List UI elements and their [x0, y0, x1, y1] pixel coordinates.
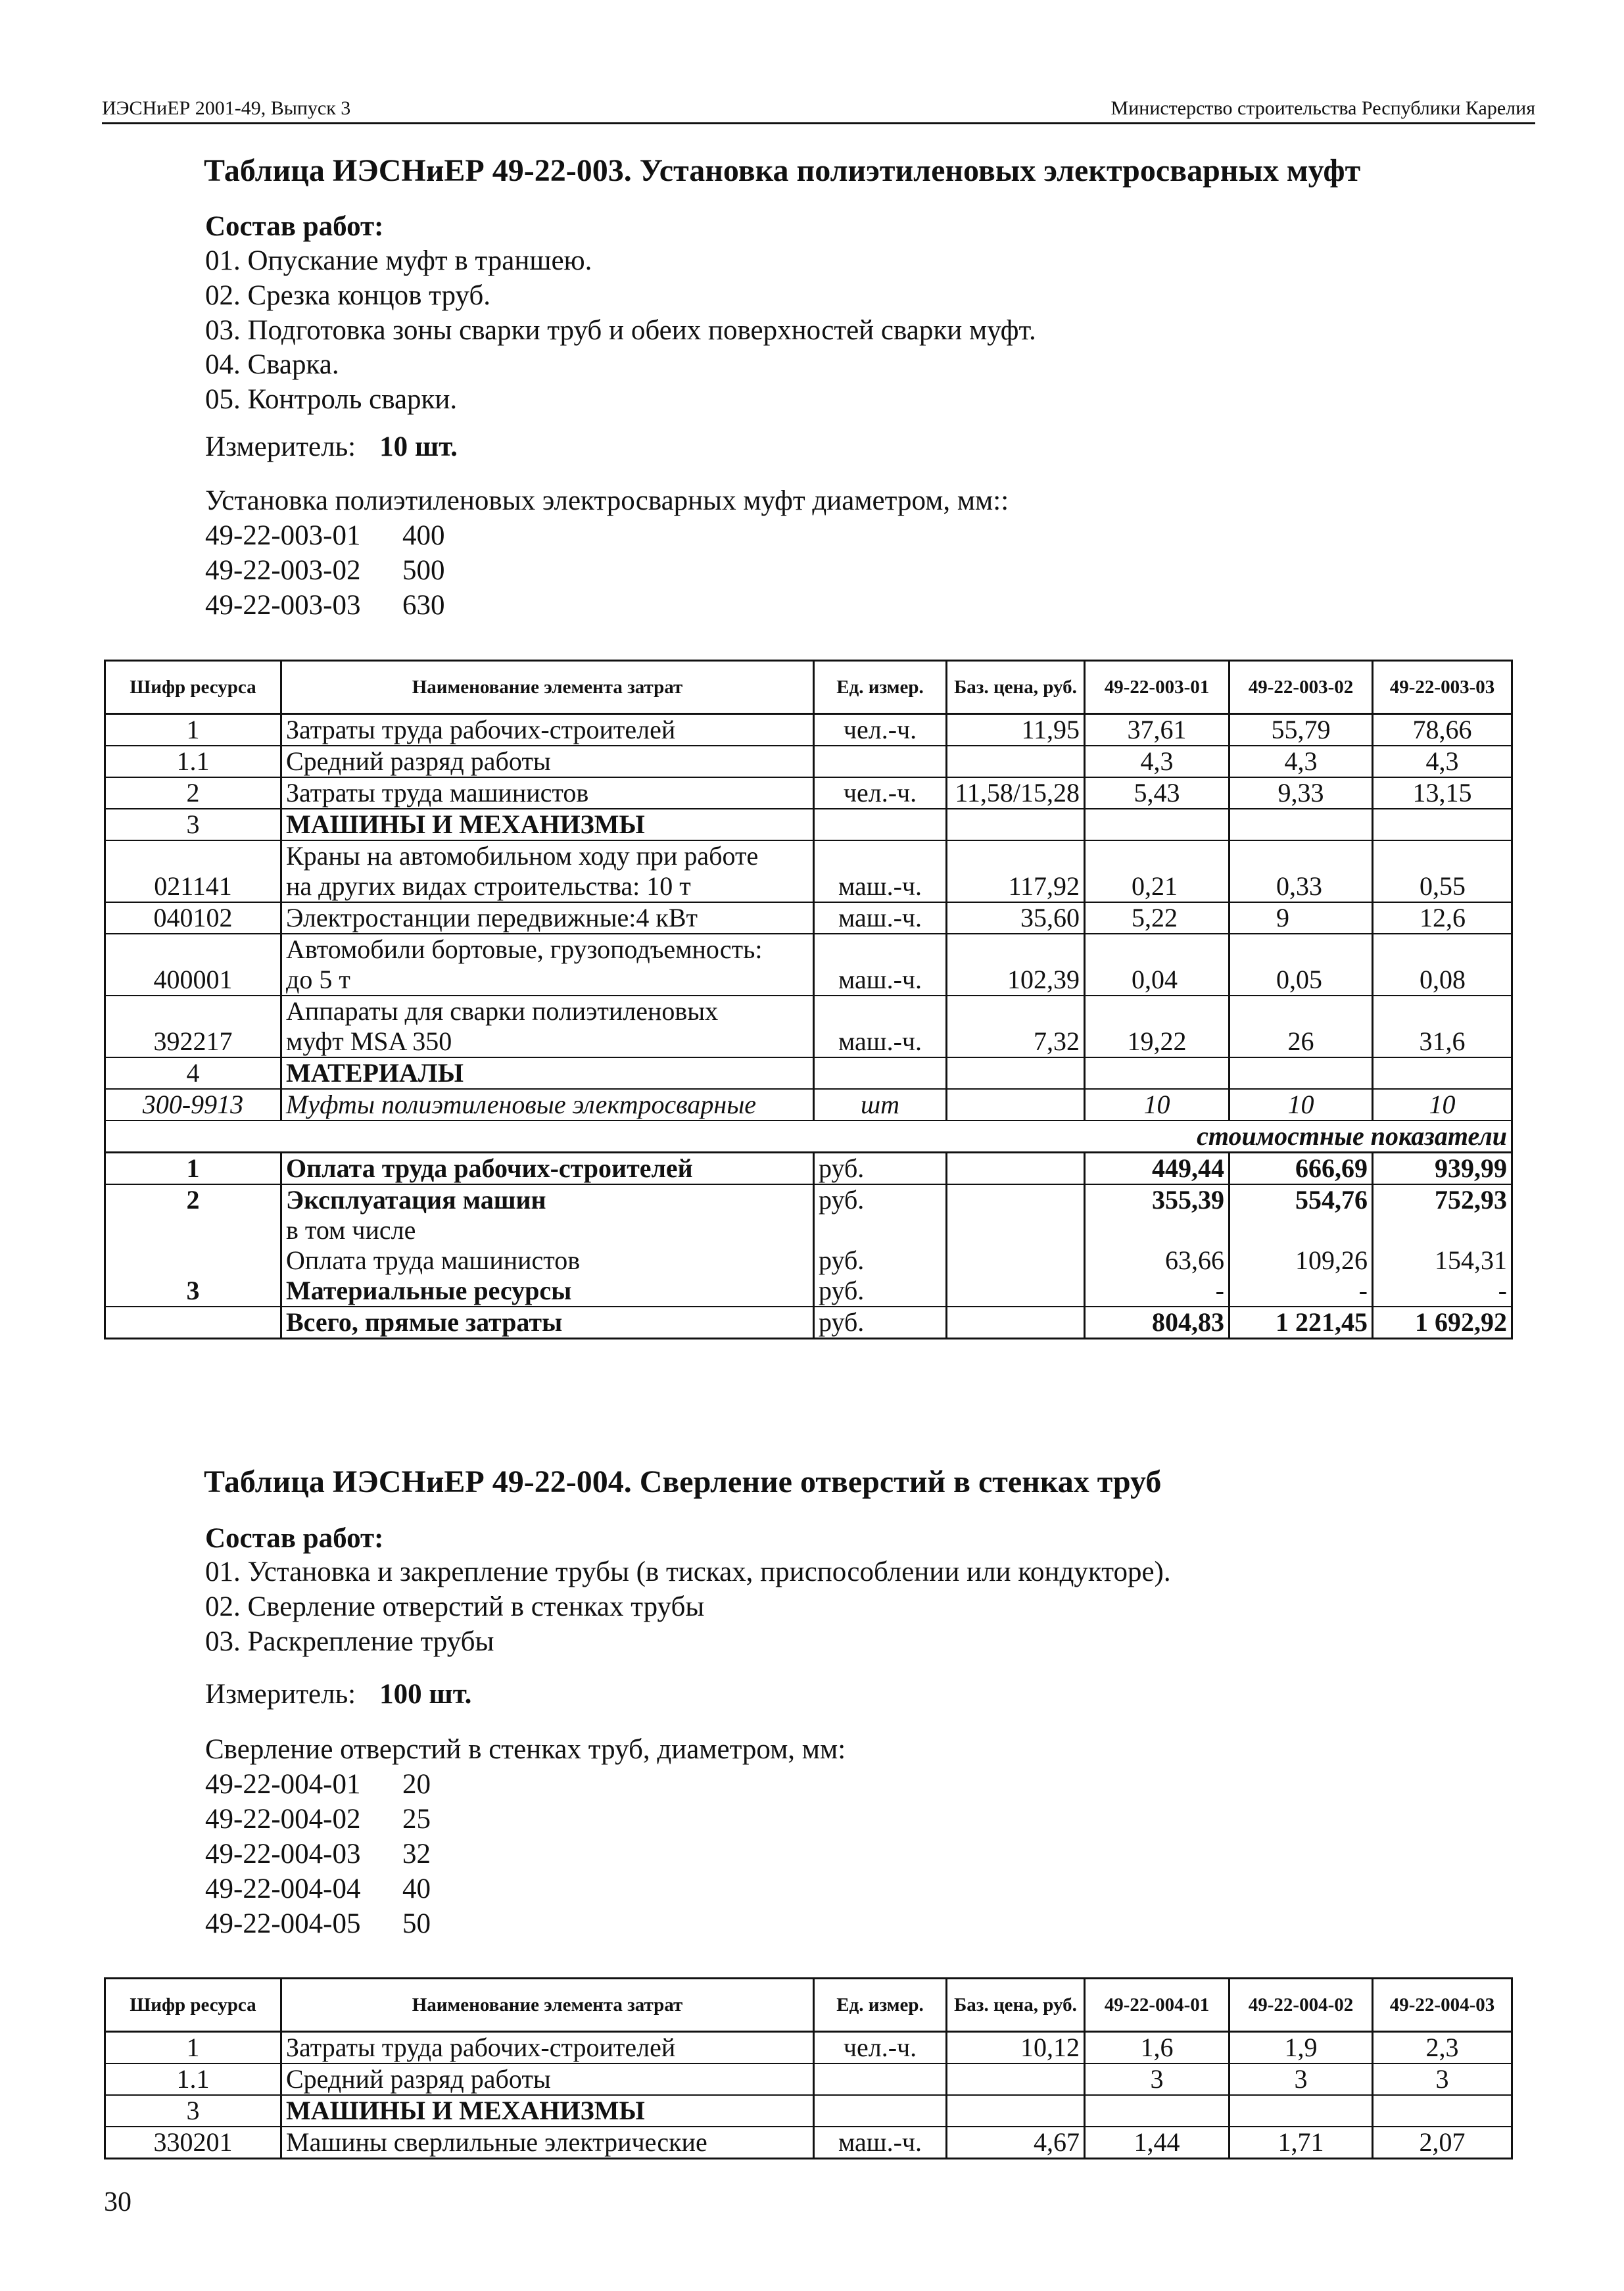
- cell: Муфты полиэтиленовые электросварные: [281, 1089, 814, 1121]
- cell: 330201: [105, 2127, 281, 2159]
- cell: 0,05: [1230, 965, 1373, 996]
- cell: маш.-ч.: [814, 1026, 947, 1057]
- table2-composition-label: Состав работ:: [205, 1523, 384, 1554]
- table-row: [105, 1026, 1512, 1057]
- code: 49-22-004-04: [205, 1873, 361, 1904]
- cell: 2,07: [1373, 2127, 1512, 2159]
- table-row: [105, 2032, 1512, 2064]
- cell: муфт MSA 350: [281, 1026, 814, 1057]
- table-row: [105, 1057, 1512, 1089]
- table1-measure-value: 10 шт.: [379, 431, 458, 462]
- cell: 10: [1230, 1089, 1373, 1121]
- cell: 12,6: [1373, 902, 1512, 934]
- cell: Краны на автомобильном ходу при работе: [281, 840, 814, 871]
- page-number: 30: [104, 2187, 131, 2217]
- cell: маш.-ч.: [814, 871, 947, 902]
- cell: 1.1: [105, 746, 281, 777]
- cell: 1: [105, 714, 281, 746]
- cell: -: [1230, 1276, 1373, 1307]
- header-left: ИЭСНиЕР 2001-49, Выпуск 3: [102, 97, 351, 119]
- table2-resources: [104, 1977, 1513, 2159]
- cell: 117,92: [947, 871, 1085, 902]
- col-header: 49-22-003-02: [1230, 661, 1373, 714]
- cell: чел.-ч.: [814, 2032, 947, 2064]
- table-row: [105, 1153, 1512, 1185]
- cell: 2,3: [1373, 2032, 1512, 2064]
- table1-measure: [205, 431, 458, 463]
- cell: чел.-ч.: [814, 777, 947, 809]
- cell: Затраты труда рабочих-строителей: [281, 2032, 814, 2064]
- table-row: [105, 871, 1512, 902]
- cell: 11,95: [947, 714, 1085, 746]
- table-row: [105, 840, 1512, 871]
- table2-code-1: [205, 1768, 431, 1800]
- running-header: [102, 92, 1535, 124]
- diameter: 20: [402, 1769, 431, 1800]
- cell: 2: [105, 1184, 281, 1215]
- diameter: 400: [402, 520, 445, 551]
- section-heading: МАШИНЫ И МЕХАНИЗМЫ: [281, 809, 814, 840]
- col-header: Шифр ресурса: [105, 661, 281, 714]
- cell: Оплата труда рабочих-строителей: [281, 1153, 814, 1185]
- cell: 3: [1085, 2063, 1230, 2095]
- section-heading: МАШИНЫ И МЕХАНИЗМЫ: [281, 2095, 814, 2127]
- diameter: 25: [402, 1804, 431, 1835]
- cell: 0,04: [1085, 965, 1230, 996]
- col-header: Наименование элемента затрат: [281, 1979, 814, 2032]
- col-header: Ед. измер.: [814, 1979, 947, 2032]
- cell: 392217: [105, 1026, 281, 1057]
- cell: Аппараты для сварки полиэтиленовых: [281, 996, 814, 1026]
- cell: руб.: [814, 1307, 947, 1339]
- table-row: [105, 746, 1512, 777]
- cell: 78,66: [1373, 714, 1512, 746]
- cell: 400001: [105, 965, 281, 996]
- table-row: [105, 2063, 1512, 2095]
- table2-code-2: [205, 1803, 431, 1835]
- cell: шт: [814, 1089, 947, 1121]
- table2-measure-label: Измеритель:: [205, 1679, 356, 1710]
- table1-code-1: [205, 519, 445, 552]
- cell: 0,21: [1085, 871, 1230, 902]
- col-header: 49-22-004-01: [1085, 1979, 1230, 2032]
- cell: -: [1373, 1276, 1512, 1307]
- table1-intro: Установка полиэтиленовых электросварных муфт диаметром, мм::: [205, 485, 1009, 516]
- diameter: 32: [402, 1839, 431, 1869]
- cell: 9,33: [1230, 777, 1373, 809]
- table1-code-3: [205, 589, 445, 621]
- table-row: [105, 714, 1512, 746]
- code: 49-22-004-01: [205, 1769, 361, 1800]
- cell: маш.-ч.: [814, 2127, 947, 2159]
- cell: Электростанции передвижные:4 кВт: [281, 902, 814, 934]
- table-row: [105, 2095, 1512, 2127]
- cell: 3: [105, 2095, 281, 2127]
- cell: 0,55: [1373, 871, 1512, 902]
- cell: 63,66: [1085, 1245, 1230, 1276]
- cost-label-row: [105, 1121, 1512, 1153]
- cell: 11,58/15,28: [947, 777, 1085, 809]
- cell: [814, 746, 947, 777]
- col-header: Наименование элемента затрат: [281, 661, 814, 714]
- table-row: [105, 1245, 1512, 1276]
- cell: 1,44: [1085, 2127, 1230, 2159]
- table-row: [105, 1307, 1512, 1339]
- cell: 35,60: [947, 902, 1085, 934]
- diameter: 40: [402, 1873, 431, 1904]
- cost-label: стоимостные показатели: [105, 1121, 1512, 1153]
- col-header: 49-22-003-01: [1085, 661, 1230, 714]
- section-heading: МАТЕРИАЛЫ: [281, 1057, 814, 1089]
- table-row: [105, 996, 1512, 1026]
- cell: 109,26: [1230, 1245, 1373, 1276]
- cell: 554,76: [1230, 1184, 1373, 1215]
- cell: 0,33: [1230, 871, 1373, 902]
- cell: в том числе: [281, 1215, 814, 1245]
- cell: 19,22: [1085, 1026, 1230, 1057]
- cell: Средний разряд работы: [281, 746, 814, 777]
- table2-intro: Сверление отверстий в стенках труб, диаметром, мм:: [205, 1734, 846, 1765]
- table-row: [105, 965, 1512, 996]
- cell: руб.: [814, 1153, 947, 1185]
- cell: 5,43: [1085, 777, 1230, 809]
- header-right: Министерство строительства Республики Карелия: [1111, 97, 1535, 119]
- cell: 1 221,45: [1230, 1307, 1373, 1339]
- table2-code-3: [205, 1838, 431, 1870]
- cell: Средний разряд работы: [281, 2063, 814, 2095]
- cell: маш.-ч.: [814, 965, 947, 996]
- table1-code-2: [205, 554, 445, 587]
- table-row: [105, 777, 1512, 809]
- cell: 1,71: [1230, 2127, 1373, 2159]
- cell: 102,39: [947, 965, 1085, 996]
- cell: -: [1085, 1276, 1230, 1307]
- cell: 300-9913: [105, 1089, 281, 1121]
- table2-title: Таблица ИЭСНиЕР 49-22-004. Сверление отверстий в стенках труб: [204, 1464, 1162, 1499]
- cell: 0,08: [1373, 965, 1512, 996]
- cell: 10: [1373, 1089, 1512, 1121]
- table2-work-1: 01. Установка и закрепление трубы (в тисках, приспособлении или кондукторе).: [205, 1556, 1171, 1587]
- table-row: [105, 1215, 1512, 1245]
- table2-work-2: 02. Сверление отверстий в стенках трубы: [205, 1591, 705, 1622]
- cell: 752,93: [1373, 1184, 1512, 1215]
- cell: [814, 2063, 947, 2095]
- table1-work-2: 02. Срезка концов труб.: [205, 280, 490, 311]
- col-header: Ед. измер.: [814, 661, 947, 714]
- cell: Машины сверлильные электрические: [281, 2127, 814, 2159]
- table1-work-1: 01. Опускание муфт в траншею.: [205, 245, 592, 276]
- cell: [947, 2063, 1085, 2095]
- table-row: [105, 809, 1512, 840]
- cell: 3: [105, 809, 281, 840]
- cell: до 5 т: [281, 965, 814, 996]
- cell: [947, 1089, 1085, 1121]
- col-header: Баз. цена, руб.: [947, 1979, 1085, 2032]
- table-row: [105, 934, 1512, 965]
- diameter: 50: [402, 1908, 431, 1939]
- cell: 5,22: [1085, 902, 1230, 934]
- table2-measure-value: 100 шт.: [379, 1679, 472, 1710]
- cell: Эксплуатация машин: [281, 1184, 814, 1215]
- cell: 13,15: [1373, 777, 1512, 809]
- col-header: Шифр ресурса: [105, 1979, 281, 2032]
- col-header: 49-22-003-03: [1373, 661, 1512, 714]
- cell: руб.: [814, 1276, 947, 1307]
- cell: 449,44: [1085, 1153, 1230, 1185]
- cell: 1: [105, 1153, 281, 1185]
- cell: Всего, прямые затраты: [281, 1307, 814, 1339]
- cell: 1 692,92: [1373, 1307, 1512, 1339]
- cell: 1: [105, 2032, 281, 2064]
- code: 49-22-004-03: [205, 1839, 361, 1869]
- cell: 7,32: [947, 1026, 1085, 1057]
- table-row: [105, 1184, 1512, 1215]
- cell: 4,67: [947, 2127, 1085, 2159]
- table-row: [105, 1089, 1512, 1121]
- cell: 3: [105, 1276, 281, 1307]
- cell: руб.: [814, 1184, 947, 1215]
- table1-title: Таблица ИЭСНиЕР 49-22-003. Установка полиэтиленовых электросварных муфт: [204, 153, 1361, 188]
- code: 49-22-004-05: [205, 1908, 361, 1939]
- cell: 1,9: [1230, 2032, 1373, 2064]
- cell: 1.1: [105, 2063, 281, 2095]
- table1-composition-label: Состав работ:: [205, 211, 384, 242]
- cell: 666,69: [1230, 1153, 1373, 1185]
- table-row: [105, 1276, 1512, 1307]
- cell: 31,6: [1373, 1026, 1512, 1057]
- table1-work-3: 03. Подготовка зоны сварки труб и обеих поверхностей сварки муфт.: [205, 315, 1036, 346]
- cell: 2: [105, 777, 281, 809]
- table2-code-4: [205, 1873, 431, 1905]
- code: 49-22-003-02: [205, 555, 361, 586]
- cell: 37,61: [1085, 714, 1230, 746]
- cell: 55,79: [1230, 714, 1373, 746]
- code: 49-22-003-01: [205, 520, 361, 551]
- cell: 4,3: [1230, 746, 1373, 777]
- cell: Автомобили бортовые, грузоподъемность:: [281, 934, 814, 965]
- cell: 3: [1373, 2063, 1512, 2095]
- table2-code-5: [205, 1908, 431, 1940]
- table1-measure-label: Измеритель:: [205, 431, 356, 462]
- table2-measure: [205, 1678, 471, 1710]
- cell: 804,83: [1085, 1307, 1230, 1339]
- cell: 1,6: [1085, 2032, 1230, 2064]
- cell: 355,39: [1085, 1184, 1230, 1215]
- cell: 939,99: [1373, 1153, 1512, 1185]
- cell: [947, 746, 1085, 777]
- table1-work-5: 05. Контроль сварки.: [205, 384, 458, 415]
- cell: чел.-ч.: [814, 714, 947, 746]
- cell: 10: [1085, 1089, 1230, 1121]
- cell: на других видах строительства: 10 т: [281, 871, 814, 902]
- cell: 021141: [105, 871, 281, 902]
- diameter: 630: [402, 590, 445, 621]
- table2-header-row: [105, 1979, 1512, 2032]
- cell: 26: [1230, 1026, 1373, 1057]
- col-header: 49-22-004-03: [1373, 1979, 1512, 2032]
- cell: 10,12: [947, 2032, 1085, 2064]
- table1-header-row: [105, 661, 1512, 714]
- cell: маш.-ч.: [814, 902, 947, 934]
- col-header: Баз. цена, руб.: [947, 661, 1085, 714]
- cell: 040102: [105, 902, 281, 934]
- table-row: [105, 902, 1512, 934]
- cell: Затраты труда машинистов: [281, 777, 814, 809]
- table-row: [105, 2127, 1512, 2159]
- cell: 3: [1230, 2063, 1373, 2095]
- table1-work-4: 04. Сварка.: [205, 349, 339, 380]
- code: 49-22-004-02: [205, 1804, 361, 1835]
- cell: 4,3: [1085, 746, 1230, 777]
- cell: Оплата труда машинистов: [281, 1245, 814, 1276]
- cell: Затраты труда рабочих-строителей: [281, 714, 814, 746]
- diameter: 500: [402, 555, 445, 586]
- cell: 4,3: [1373, 746, 1512, 777]
- col-header: 49-22-004-02: [1230, 1979, 1373, 2032]
- table2-work-3: 03. Раскрепление трубы: [205, 1626, 494, 1657]
- cell: 9: [1230, 902, 1373, 934]
- cell: Материальные ресурсы: [281, 1276, 814, 1307]
- code: 49-22-003-03: [205, 590, 361, 621]
- table1-resources: [104, 660, 1513, 1339]
- cell: 154,31: [1373, 1245, 1512, 1276]
- cell: 4: [105, 1057, 281, 1089]
- cell: руб.: [814, 1245, 947, 1276]
